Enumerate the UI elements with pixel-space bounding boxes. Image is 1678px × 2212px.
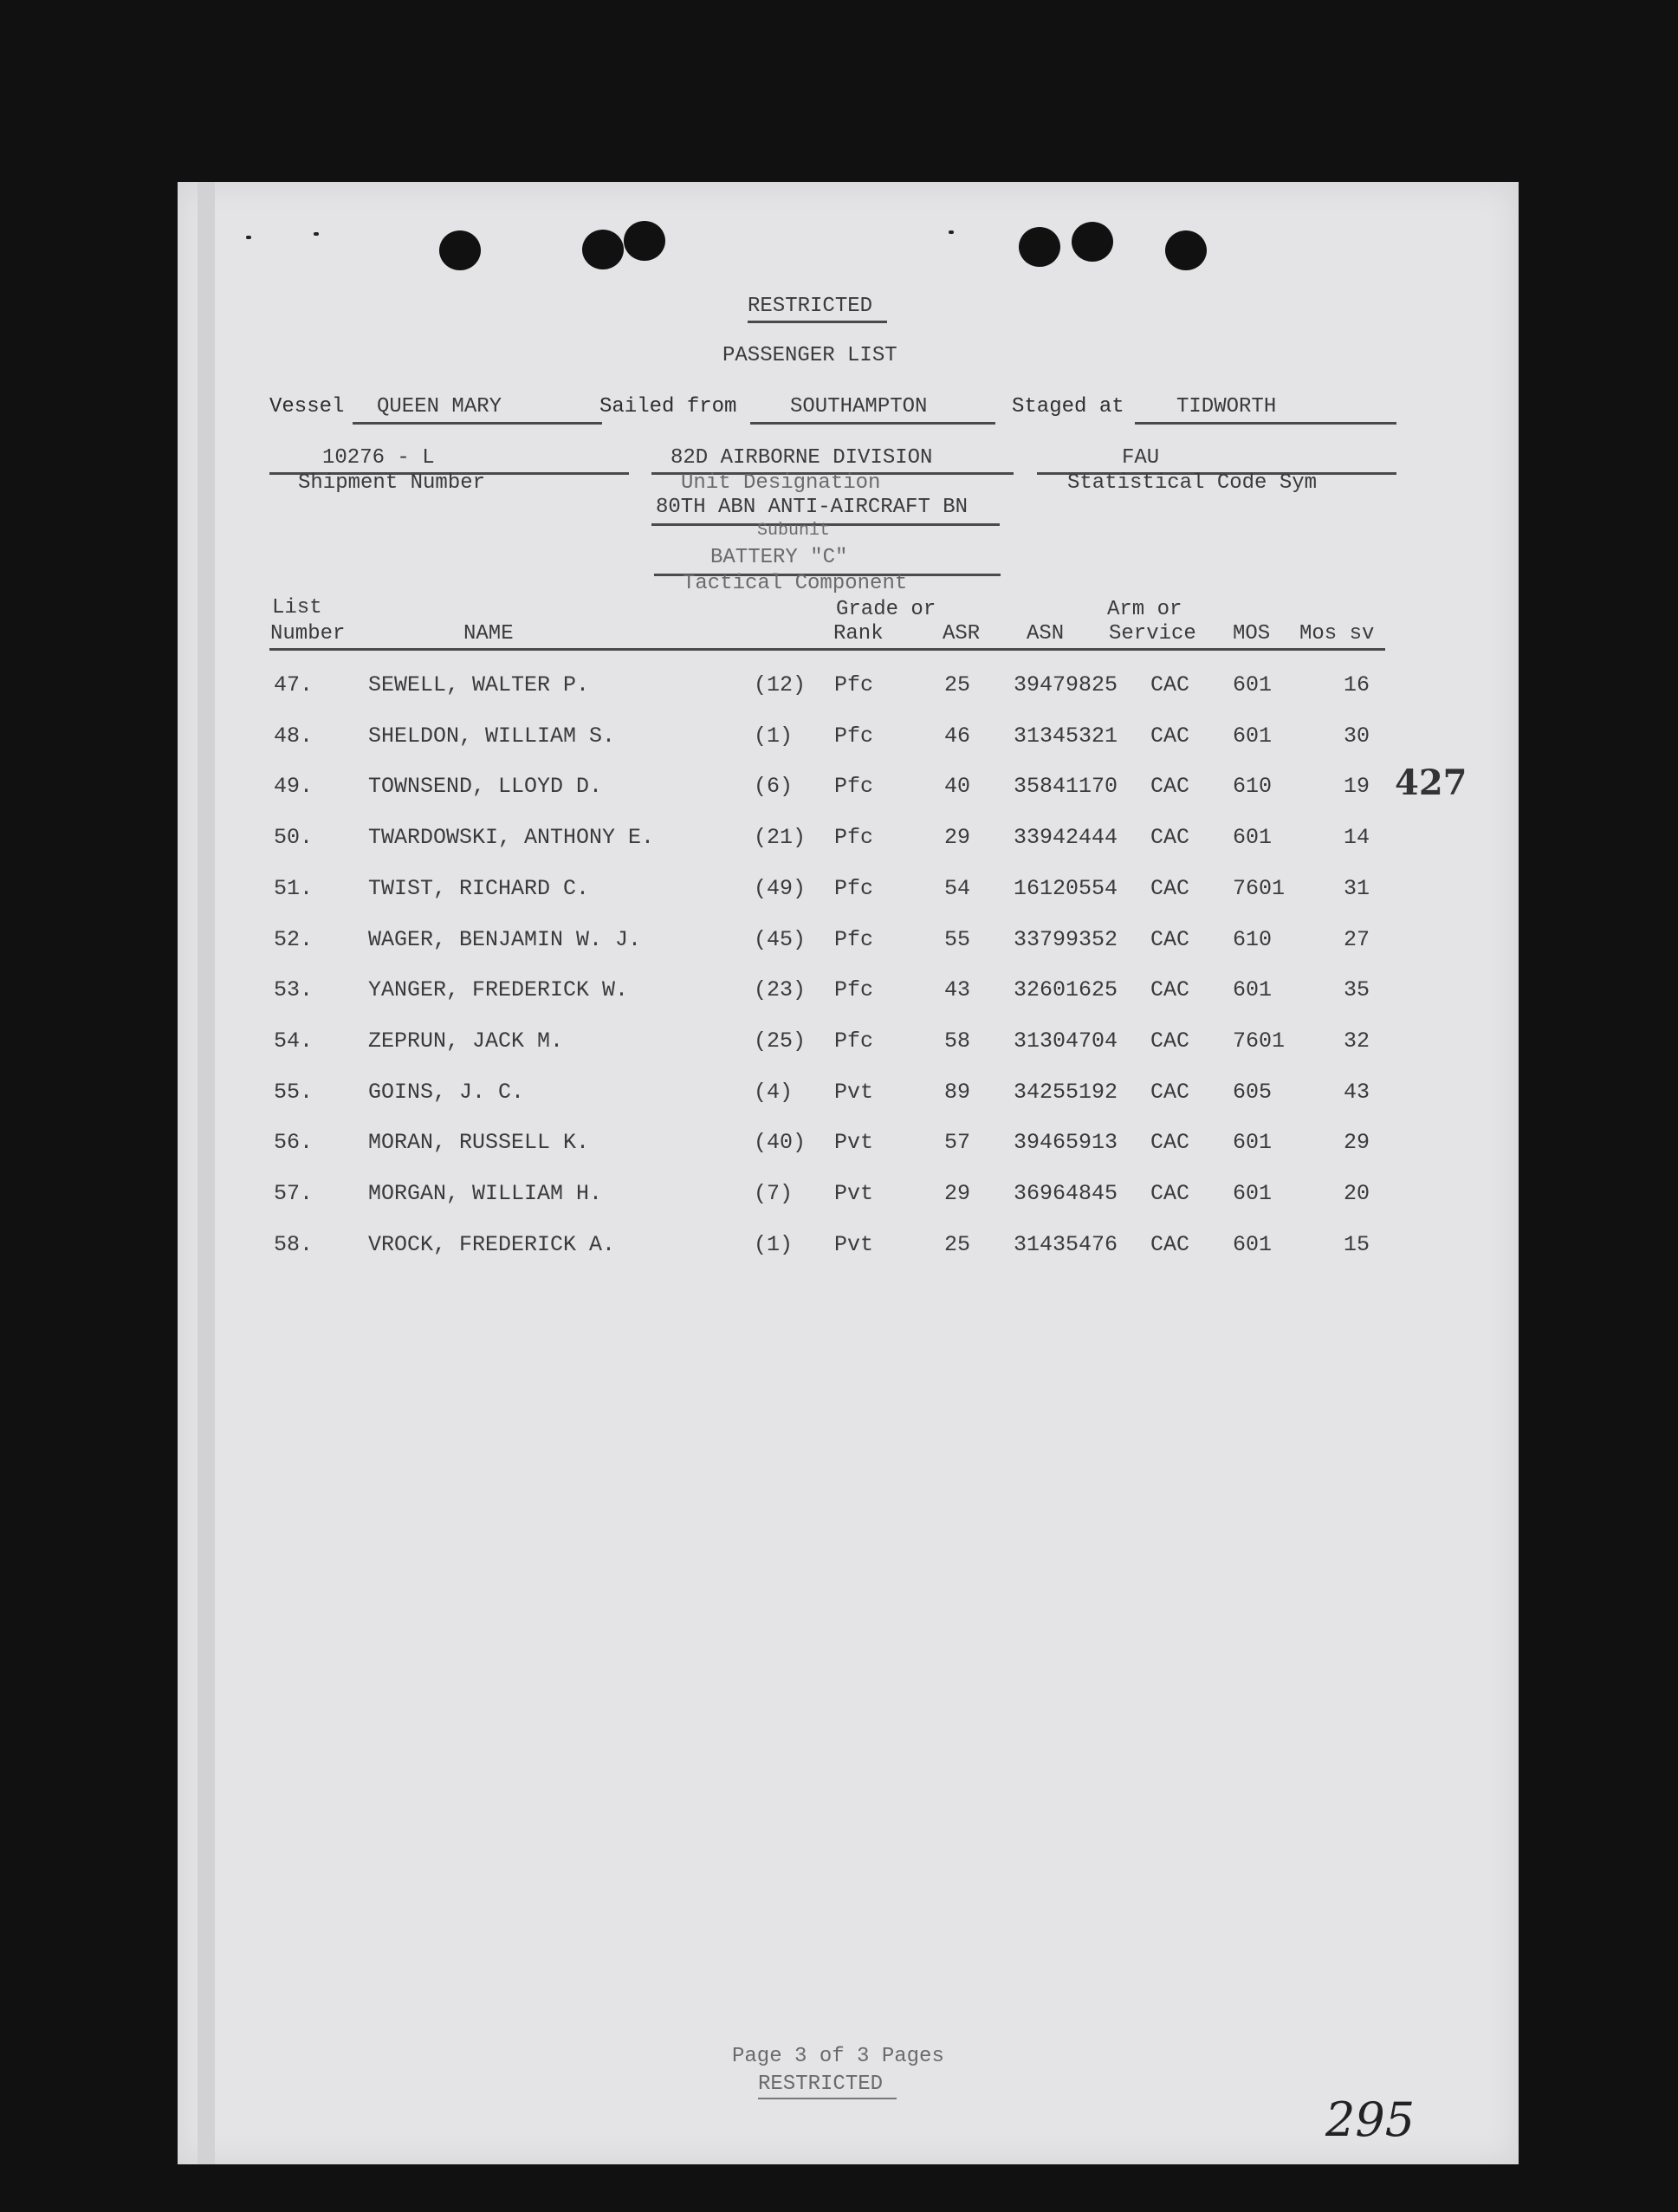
mos: 610	[1233, 774, 1273, 800]
handwritten-page-number: 295	[1325, 2092, 1416, 2147]
passenger-name: ZEPRUN, JACK M.	[368, 1028, 564, 1054]
asn: 16120554	[1014, 875, 1118, 901]
mos: 7601	[1233, 875, 1286, 901]
list-number: 58.	[274, 1231, 314, 1257]
battery: BATTERY "C"	[710, 546, 848, 569]
months-service: 31	[1344, 875, 1370, 901]
sailed-value: SOUTHAMPTON	[790, 395, 928, 418]
passenger-name: SHELDON, WILLIAM S.	[368, 723, 616, 749]
col-name: NAME	[463, 622, 514, 645]
list-number: 56.	[274, 1130, 314, 1156]
mos: 601	[1233, 723, 1273, 749]
code: (1)	[754, 723, 794, 749]
code: (21)	[754, 825, 807, 851]
months-service: 14	[1344, 825, 1370, 851]
asn: 34255192	[1014, 1079, 1118, 1105]
list-number: 50.	[274, 825, 314, 851]
underline	[758, 2098, 897, 2099]
passenger-name: MORGAN, WILLIAM H.	[368, 1181, 603, 1206]
shipment-number: 10276 - L	[322, 446, 435, 470]
asr: 25	[944, 1231, 971, 1257]
col-mos: MOS	[1233, 622, 1271, 645]
asr: 29	[944, 1181, 971, 1206]
staged-label: Staged at	[1012, 395, 1124, 418]
arm-service: CAC	[1150, 672, 1190, 697]
passenger-name: MORAN, RUSSELL K.	[368, 1130, 590, 1156]
col-asr: ASR	[943, 622, 981, 645]
months-service: 16	[1344, 672, 1370, 697]
mos: 605	[1233, 1079, 1273, 1105]
arm-service: CAC	[1150, 977, 1190, 1003]
months-service: 43	[1344, 1079, 1370, 1105]
col-mos-sv: Mos sv	[1299, 622, 1375, 645]
asn: 32601625	[1014, 977, 1118, 1003]
asn: 33799352	[1014, 926, 1118, 952]
col-arm-top: Arm or	[1107, 598, 1182, 621]
months-service: 15	[1344, 1231, 1370, 1257]
grade: Pfc	[834, 1028, 874, 1054]
grade: Pfc	[834, 672, 874, 697]
passenger-name: TWARDOWSKI, ANTHONY E.	[368, 825, 655, 851]
header-underline	[269, 648, 1385, 651]
arm-service: CAC	[1150, 875, 1190, 901]
asr: 25	[944, 672, 971, 697]
passenger-name: WAGER, BENJAMIN W. J.	[368, 926, 642, 952]
list-number: 48.	[274, 723, 314, 749]
list-number: 49.	[274, 774, 314, 800]
passenger-name: TWIST, RICHARD C.	[368, 875, 590, 901]
staged-value: TIDWORTH	[1176, 395, 1277, 418]
passenger-name: VROCK, FREDERICK A.	[368, 1231, 616, 1257]
underline	[748, 321, 887, 323]
arm-service: CAC	[1150, 825, 1190, 851]
asn: 36964845	[1014, 1181, 1118, 1206]
punch-hole	[582, 230, 624, 269]
asr: 40	[944, 774, 971, 800]
code: (23)	[754, 977, 807, 1003]
months-service: 29	[1344, 1130, 1370, 1156]
shipment-label: Shipment Number	[298, 471, 486, 495]
passenger-name: GOINS, J. C.	[368, 1079, 525, 1105]
arm-service: CAC	[1150, 723, 1190, 749]
arm-service: CAC	[1150, 1181, 1190, 1206]
arm-service: CAC	[1150, 926, 1190, 952]
tactical-label: Tactical Component	[683, 572, 908, 595]
list-number: 51.	[274, 875, 314, 901]
grade: Pfc	[834, 977, 874, 1003]
passenger-name: SEWELL, WALTER P.	[368, 672, 590, 697]
mos: 601	[1233, 977, 1273, 1003]
asr: 43	[944, 977, 971, 1003]
vessel-value: QUEEN MARY	[377, 395, 502, 418]
col-number: Number	[270, 622, 346, 645]
unit-label: Unit Designation	[681, 471, 881, 495]
classification-bottom: RESTRICTED	[758, 2073, 884, 2096]
punch-hole	[1019, 227, 1060, 267]
code: (1)	[754, 1231, 794, 1257]
punch-hole	[624, 221, 665, 261]
months-service: 30	[1344, 723, 1370, 749]
months-service: 32	[1344, 1028, 1370, 1054]
code: (45)	[754, 926, 807, 952]
asn: 33942444	[1014, 825, 1118, 851]
mos: 601	[1233, 1181, 1273, 1206]
code: (6)	[754, 774, 794, 800]
list-number: 47.	[274, 672, 314, 697]
months-service: 35	[1344, 977, 1370, 1003]
grade: Pfc	[834, 926, 874, 952]
list-number: 53.	[274, 977, 314, 1003]
col-grade-top: Grade or	[836, 598, 936, 621]
mos: 7601	[1233, 1028, 1286, 1054]
statistical-label: Statistical Code Sym	[1067, 471, 1318, 495]
mos: 601	[1233, 672, 1273, 697]
arm-service: CAC	[1150, 1028, 1190, 1054]
grade: Pfc	[834, 723, 874, 749]
grade: Pfc	[834, 875, 874, 901]
classification-top: RESTRICTED	[748, 295, 873, 318]
asn: 31345321	[1014, 723, 1118, 749]
passenger-name: TOWNSEND, LLOYD D.	[368, 774, 603, 800]
punch-hole	[1165, 230, 1207, 270]
mos: 601	[1233, 1130, 1273, 1156]
months-service: 19	[1344, 774, 1370, 800]
asr: 89	[944, 1079, 971, 1105]
page-edge	[198, 182, 215, 2164]
page-indicator: Page 3 of 3 Pages	[732, 2045, 944, 2068]
list-number: 57.	[274, 1181, 314, 1206]
grade: Pfc	[834, 825, 874, 851]
asn: 39479825	[1014, 672, 1118, 697]
code: (25)	[754, 1028, 807, 1054]
arm-service: CAC	[1150, 774, 1190, 800]
asr: 54	[944, 875, 971, 901]
asn: 31304704	[1014, 1028, 1118, 1054]
sailed-label: Sailed from	[599, 395, 737, 418]
speck	[246, 236, 251, 239]
stamp-number: 427	[1395, 762, 1467, 803]
code: (49)	[754, 875, 807, 901]
list-number: 52.	[274, 926, 314, 952]
arm-service: CAC	[1150, 1130, 1190, 1156]
punch-hole	[1072, 222, 1113, 262]
speck	[314, 232, 319, 236]
col-grade-bottom: Rank	[833, 622, 884, 645]
speck	[949, 230, 954, 234]
asn: 31435476	[1014, 1231, 1118, 1257]
asn: 39465913	[1014, 1130, 1118, 1156]
months-service: 27	[1344, 926, 1370, 952]
underline	[750, 422, 995, 425]
subunit: 80TH ABN ANTI-AIRCRAFT BN	[656, 496, 969, 519]
mos: 610	[1233, 926, 1273, 952]
asr: 55	[944, 926, 971, 952]
months-service: 20	[1344, 1181, 1370, 1206]
code: (40)	[754, 1130, 807, 1156]
asr: 58	[944, 1028, 971, 1054]
list-number: 54.	[274, 1028, 314, 1054]
code: (12)	[754, 672, 807, 697]
code: (7)	[754, 1181, 794, 1206]
passenger-name: YANGER, FREDERICK W.	[368, 977, 629, 1003]
vessel-label: Vessel	[269, 395, 345, 418]
code: (4)	[754, 1079, 794, 1105]
unit-designation: 82D AIRBORNE DIVISION	[671, 446, 933, 470]
asr: 29	[944, 825, 971, 851]
asr: 46	[944, 723, 971, 749]
statistical-code: FAU	[1122, 446, 1160, 470]
document-title: PASSENGER LIST	[722, 344, 897, 367]
underline	[353, 422, 602, 425]
col-asn: ASN	[1027, 622, 1065, 645]
col-list: List	[272, 596, 322, 619]
mos: 601	[1233, 825, 1273, 851]
grade: Pvt	[834, 1079, 874, 1105]
grade: Pfc	[834, 774, 874, 800]
subunit-label: Subunit	[757, 521, 831, 541]
arm-service: CAC	[1150, 1231, 1190, 1257]
mos: 601	[1233, 1231, 1273, 1257]
list-number: 55.	[274, 1079, 314, 1105]
arm-service: CAC	[1150, 1079, 1190, 1105]
grade: Pvt	[834, 1130, 874, 1156]
asr: 57	[944, 1130, 971, 1156]
grade: Pvt	[834, 1231, 874, 1257]
col-arm-bottom: Service	[1109, 622, 1196, 645]
underline	[1135, 422, 1396, 425]
grade: Pvt	[834, 1181, 874, 1206]
asn: 35841170	[1014, 774, 1118, 800]
punch-hole	[439, 230, 481, 270]
